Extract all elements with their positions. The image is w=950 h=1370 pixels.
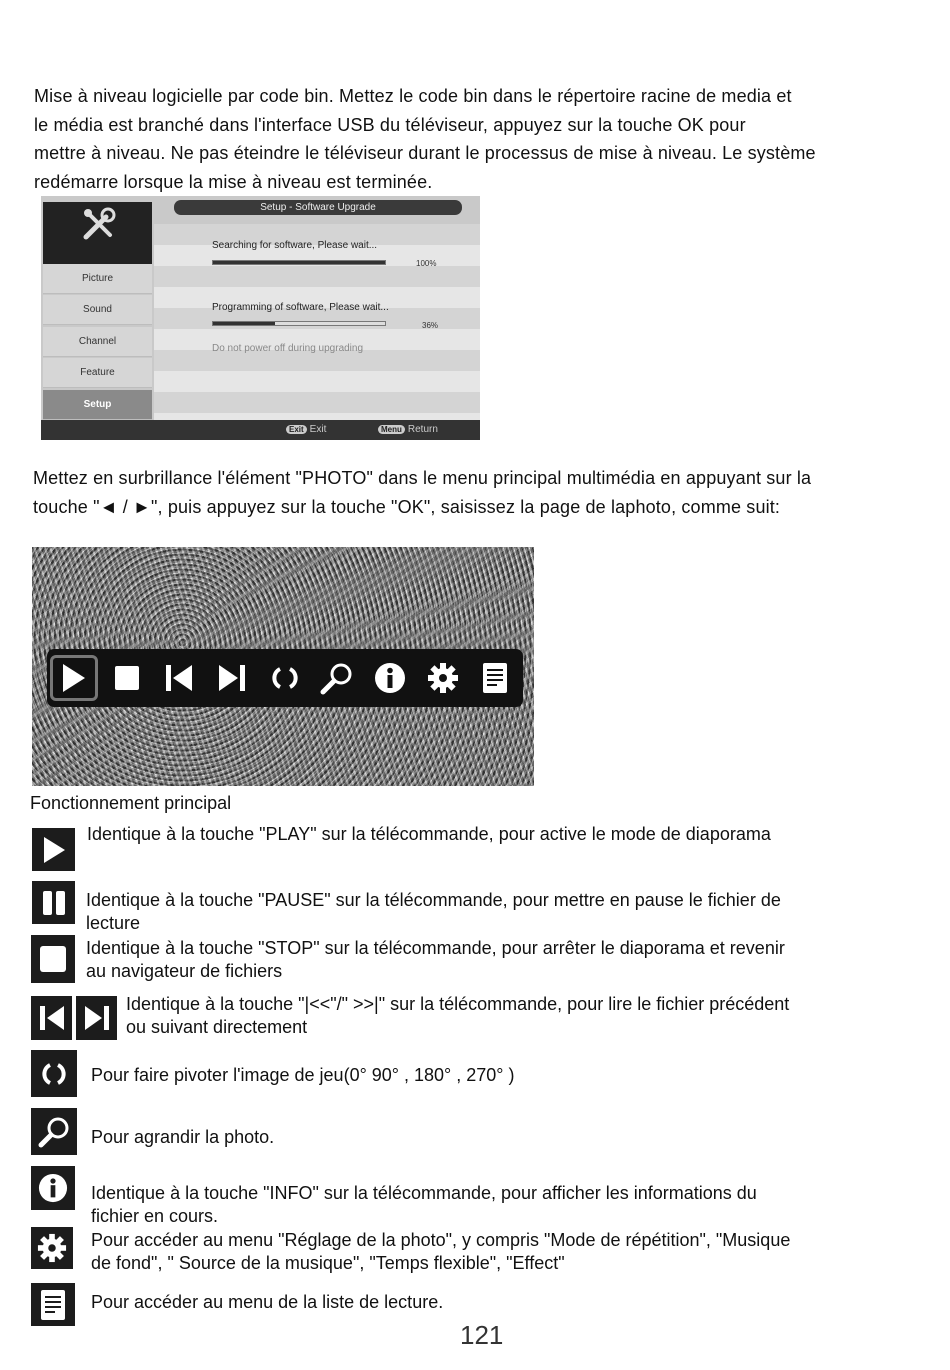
zoom-icon: [31, 1108, 77, 1155]
function-text: Pour accéder au menu de la liste de lecture.: [91, 1292, 444, 1312]
tools-icon: [43, 202, 152, 264]
return-label: Return: [407, 424, 438, 435]
playlist-icon[interactable]: [471, 655, 519, 701]
function-description-play: [87, 823, 771, 846]
photo-intro-paragraph: [33, 464, 811, 521]
function-description-prev-next: [126, 993, 789, 1039]
function-description-settings: [91, 1229, 790, 1275]
next-icon[interactable]: [208, 655, 256, 701]
stop-icon: [31, 935, 75, 983]
function-description-rotate: [91, 1064, 514, 1087]
searching-progress-bar: [212, 260, 386, 265]
section-title: Fonctionnement principal: [30, 793, 232, 813]
upgrade-panel: [154, 224, 480, 420]
settings-icon[interactable]: [419, 655, 467, 701]
function-text: Identique à la touche "|<<"/" >>|" sur la télécommande, pour lire le fichier précédent: [126, 994, 790, 1014]
setup-menu-picture[interactable]: Picture: [43, 264, 152, 294]
function-description-stop: [86, 937, 785, 983]
pause-icon: [32, 881, 75, 924]
function-text: Identique à la touche "PAUSE" sur la télécommande, pour mettre en pause le fichier de: [86, 890, 781, 910]
programming-text: Programming of software, Please wait...: [212, 302, 389, 313]
rotate-icon[interactable]: [261, 655, 309, 701]
info-icon[interactable]: [366, 655, 414, 701]
function-text: au navigateur de fichiers: [86, 961, 283, 981]
exit-button[interactable]: [286, 424, 326, 435]
setup-title: Setup - Software Upgrade: [174, 200, 462, 215]
searching-text: Searching for software, Please wait...: [212, 240, 378, 251]
page-number: 121: [460, 1320, 504, 1350]
function-text: Identique à la touche "STOP" sur la télécommande, pour arrêter le diaporama et revenir: [86, 938, 785, 958]
menu-key-icon: Menu: [378, 425, 405, 434]
play-icon: [32, 828, 75, 871]
warning-text: Do not power off during upgrading: [212, 343, 364, 354]
settings-icon: [31, 1227, 73, 1269]
info-icon: [31, 1166, 75, 1210]
setup-footer: [41, 420, 480, 440]
function-description-zoom: [91, 1126, 274, 1149]
programming-progress-fill: [213, 322, 275, 325]
stop-icon[interactable]: [103, 655, 151, 701]
function-description-pause: [86, 889, 781, 935]
setup-menu-channel[interactable]: Channel: [43, 327, 152, 357]
function-text: Pour agrandir la photo.: [91, 1127, 275, 1147]
searching-progress-fill: [213, 261, 385, 264]
prev-icon[interactable]: [155, 655, 203, 701]
function-text: fichier en cours.: [91, 1206, 219, 1226]
programming-progress-bar: [212, 321, 386, 326]
function-text: ou suivant directement: [126, 1017, 308, 1037]
setup-menu-setup[interactable]: Setup: [43, 390, 152, 420]
intro-line: mettre à niveau. Ne pas éteindre le téléviseur durant le processus de mise à niveau. Le système: [34, 143, 816, 163]
photo-player-screenshot: [32, 547, 534, 786]
next-icon: [76, 996, 117, 1040]
return-button[interactable]: [378, 424, 438, 435]
software-upgrade-screenshot: [41, 196, 480, 440]
prev-icon: [31, 996, 72, 1040]
setup-menu-sound[interactable]: Sound: [43, 295, 152, 325]
function-text: Pour faire pivoter l'image de jeu(0° 90° , 180° , 270° ): [91, 1065, 515, 1085]
photo-intro-line: Mettez en surbrillance l'élément "PHOTO" dans le menu principal multimédia en appuyant sur la: [33, 468, 812, 488]
photo-toolbar: [47, 649, 523, 707]
function-text: Pour accéder au menu "Réglage de la photo", y compris "Mode de répétition", "Musique: [91, 1230, 791, 1250]
intro-paragraph: [34, 82, 816, 196]
function-description-playlist: [91, 1291, 443, 1314]
setup-menu-feature[interactable]: Feature: [43, 358, 152, 388]
function-text: Identique à la touche "INFO" sur la télécommande, pour afficher les informations du: [91, 1183, 757, 1203]
function-description-info: [91, 1182, 757, 1228]
intro-line: Mise à niveau logicielle par code bin. Mettez le code bin dans le répertoire racine de media et: [34, 86, 792, 106]
intro-line: redémarre lorsque la mise à niveau est terminée.: [34, 171, 433, 192]
intro-line: le média est branché dans l'interface USB du téléviseur, appuyez sur la touche OK pour: [34, 114, 746, 135]
exit-key-icon: Exit: [286, 425, 307, 434]
function-text: lecture: [86, 913, 141, 933]
rotate-icon: [31, 1050, 77, 1097]
function-text: de fond", " Source de la musique", "Temps flexible", "Effect": [91, 1253, 565, 1273]
exit-label: Exit: [309, 424, 327, 435]
play-icon[interactable]: [50, 655, 98, 701]
photo-intro-line: touche "◄ / ►", puis appuyez sur la touche "OK", saisissez la page de laphoto, comme suit:: [33, 496, 781, 517]
zoom-icon[interactable]: [313, 655, 361, 701]
searching-progress-text: 100%: [416, 259, 437, 268]
playlist-icon: [31, 1283, 75, 1326]
function-text: Identique à la touche "PLAY" sur la télécommande, pour active le mode de diaporama: [87, 824, 771, 844]
programming-progress-text: 36%: [422, 321, 439, 330]
